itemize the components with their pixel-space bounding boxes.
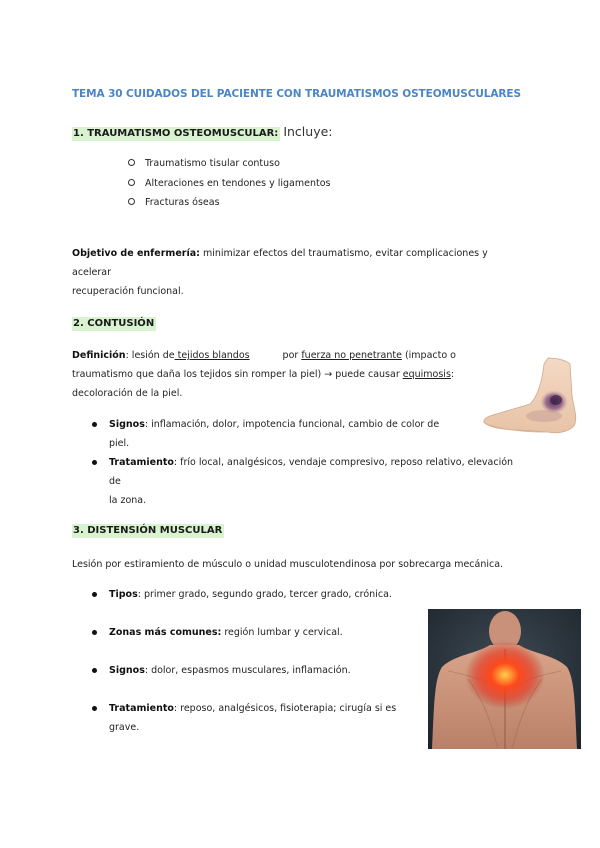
list-item: Tipos: primer grado, segundo grado, tercer grado, crónica. — [92, 585, 422, 604]
non-penetrating-force-link: fuerza no penetrante — [301, 350, 402, 361]
list-item: Traumatismo tisular contuso — [128, 154, 330, 174]
document-title: TEMA 30 CUIDADOS DEL PACIENTE CON TRAUMATISMOS OSTEOMUSCULARES — [72, 88, 521, 100]
strain-intro: Lesión por estiramiento de músculo o unidad musculotendinosa por sobrecarga mecánica. — [72, 559, 504, 570]
soft-tissue-link: tejidos blandos — [174, 350, 250, 361]
list-item: Alteraciones en tendones y ligamentos — [128, 174, 330, 194]
objective-label: Objetivo de enfermería: — [72, 248, 200, 259]
ecchymosis-link: equimosis — [402, 369, 451, 380]
foot-illustration-icon — [478, 356, 592, 440]
circle-bullet-icon — [128, 198, 135, 205]
section-1-heading-text: 1. TRAUMATISMO OSTEOMUSCULAR: — [73, 128, 279, 139]
section-1-heading — [72, 124, 333, 139]
circle-bullet-icon — [128, 159, 135, 166]
circle-bullet-icon — [128, 179, 135, 186]
back-pain-image — [428, 609, 581, 749]
contusion-list — [92, 415, 527, 510]
list-item: Fracturas óseas — [128, 193, 330, 213]
definition-label: Definición — [72, 350, 126, 361]
list-item: Tratamiento: reposo, analgésicos, fisioterapia; cirugía si es grave. — [92, 699, 422, 737]
objective-text: minimizar efectos del traumatismo, evitar complicaciones y acelerar — [72, 248, 488, 278]
bruised-ankle-image — [478, 356, 592, 440]
list-item: Signos: dolor, espasmos musculares, inflamación. — [92, 661, 422, 680]
section-1-list — [128, 154, 330, 213]
section-2-heading-text: 2. CONTUSIÓN — [73, 318, 155, 329]
list-item: Signos: inflamación, dolor, impotencia funcional, cambio de color de piel. — [92, 415, 453, 453]
list-item: Zonas más comunes: región lumbar y cervical. — [92, 623, 422, 642]
strain-list — [92, 585, 422, 737]
objective-paragraph — [72, 244, 528, 301]
list-item: Tratamiento: frío local, analgésicos, vendaje compresivo, reposo relativo, elevación de la zona. — [92, 453, 527, 510]
contusion-definition: Definición: lesión de tejidos blandos por fuerza no penetrante (impacto o traumatismo que daña los tejidos sin romper la piel) → puede causar equimosis: decoloración de la piel. — [72, 350, 456, 399]
section-3-heading-text: 3. DISTENSIÓN MUSCULAR — [73, 525, 223, 536]
back-muscles-illustration-icon — [428, 609, 581, 749]
section-3-heading — [72, 525, 224, 536]
includes-label: Incluye: — [283, 124, 333, 139]
section-2-heading — [72, 318, 156, 329]
objective-text-2: recuperación funcional. — [72, 286, 184, 297]
